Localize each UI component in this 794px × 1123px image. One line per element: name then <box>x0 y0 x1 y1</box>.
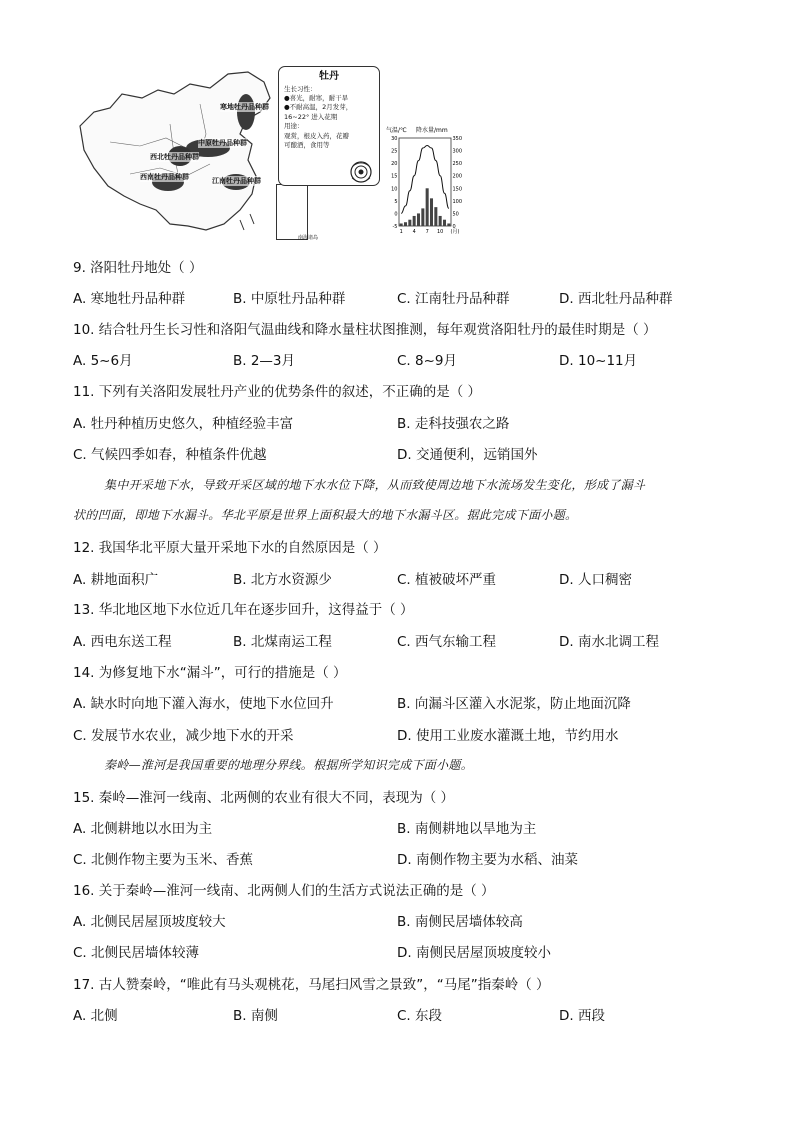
climate-left-tick: 30 <box>391 136 398 142</box>
south-sea-inset-label: 南海诸岛 <box>298 235 319 241</box>
climate-left-tick: 10 <box>391 186 398 193</box>
q17-option-c[interactable]: C. 东段 <box>397 1008 443 1024</box>
info-habit-2: ●不耐高温，2月发芽， <box>284 103 353 112</box>
precipitation-bar <box>447 223 450 226</box>
climate-left-tick: 15 <box>391 173 398 180</box>
q12-option-b[interactable]: B. 北方水资源少 <box>233 572 332 588</box>
q13-stem: 13. 华北地区地下水位近几年在逐步回升，这得益于（ ） <box>73 602 414 618</box>
precipitation-bar <box>400 223 403 226</box>
q13-option-d[interactable]: D. 南水北调工程 <box>559 634 659 650</box>
climate-right-tick: 50 <box>452 211 459 218</box>
precipitation-bar <box>421 208 424 226</box>
precipitation-bar <box>408 220 411 226</box>
passage-2: 秦岭—淮河是我国重要的地理分界线。根据所学知识完成下面小题。 <box>104 758 474 772</box>
info-use-2: 可酿酒，食用等 <box>284 141 330 150</box>
q17-stem: 17. 古人赞秦岭，“唯此有马头观桃花，马尾扫风雪之景致”，“马尾”指秦岭（ ） <box>73 977 550 993</box>
passage-1-line-2: 状的凹面，即地下水漏斗。华北平原是世界上面积最大的地下水漏斗区。据此完成下面小题。 <box>73 508 578 522</box>
q14-option-a[interactable]: A. 缺水时向地下灌入海水，使地下水位回升 <box>73 696 334 712</box>
q15-option-c[interactable]: C. 北侧作物主要为玉米、香蕉 <box>73 852 254 868</box>
q10-option-c[interactable]: C. 8~9月 <box>397 353 457 369</box>
climate-x-tick: 1 <box>399 229 403 235</box>
q16-option-a[interactable]: A. 北侧民居屋顶坡度较大 <box>73 914 226 930</box>
climate-x-tick: (月) <box>450 229 460 235</box>
q11-option-a[interactable]: A. 牡丹种植历史悠久，种植经验丰富 <box>73 416 294 432</box>
q12-option-d[interactable]: D. 人口稠密 <box>559 572 632 588</box>
q14-stem: 14. 为修复地下水“漏斗”，可行的措施是（ ） <box>73 665 347 681</box>
climate-left-tick: 25 <box>391 148 398 155</box>
map-label-central: 中原牡丹品种群 <box>198 139 247 147</box>
q14-option-d[interactable]: D. 使用工业废水灌溉土地，节约用水 <box>397 728 619 744</box>
passage-1-line-1: 集中开采地下水，导致开采区域的地下水水位下降，从而致使周边地下水流场发生变化，形成了漏斗 <box>104 478 646 492</box>
precipitation-bar <box>404 222 407 226</box>
climate-chart <box>386 126 468 240</box>
climate-left-tick: -5 <box>392 224 398 230</box>
climate-right-tick: 250 <box>452 161 463 168</box>
q17-option-d[interactable]: D. 西段 <box>559 1008 605 1024</box>
q16-option-b[interactable]: B. 南侧民居墙体较高 <box>397 914 523 930</box>
q17-option-b[interactable]: B. 南侧 <box>233 1008 278 1024</box>
q16-option-d[interactable]: D. 南侧民居屋顶坡度较小 <box>397 945 551 961</box>
q11-option-b[interactable]: B. 走科技强农之路 <box>397 416 510 432</box>
q12-option-a[interactable]: A. 耕地面积广 <box>73 572 159 588</box>
q16-stem: 16. 关于秦岭—淮河一线南、北两侧人们的生活方式说法正确的是（ ） <box>73 883 495 899</box>
q11-stem: 11. 下列有关洛阳发展牡丹产业的优势条件的叙述，不正确的是（ ） <box>73 384 482 400</box>
q9-stem: 9. 洛阳牡丹地处（ ） <box>73 260 203 276</box>
south-sea-inset <box>276 184 308 240</box>
precipitation-bar <box>413 216 416 226</box>
info-use-heading: 用途： <box>284 122 304 131</box>
q12-stem: 12. 我国华北平原大量开采地下水的自然原因是（ ） <box>73 540 387 556</box>
q13-option-a[interactable]: A. 西电东送工程 <box>73 634 172 650</box>
q9-option-d[interactable]: D. 西北牡丹品种群 <box>559 291 673 307</box>
climate-right-tick: 200 <box>452 173 463 180</box>
map-label-jiangnan: 江南牡丹品种群 <box>212 177 261 185</box>
q10-option-b[interactable]: B. 2—3月 <box>233 353 296 369</box>
climate-right-tick: 350 <box>452 136 463 142</box>
cold-peony-region <box>237 94 255 130</box>
q11-option-c[interactable]: C. 气候四季如春，种植条件优越 <box>73 447 267 463</box>
q10-option-d[interactable]: D. 10~11月 <box>559 353 638 369</box>
q15-option-a[interactable]: A. 北侧耕地以水田为主 <box>73 821 213 837</box>
map-label-southwest: 西南牡丹品种群 <box>140 173 189 181</box>
q9-option-c[interactable]: C. 江南牡丹品种群 <box>397 291 510 307</box>
precipitation-bar <box>439 216 442 226</box>
info-habit-heading: 生长习性： <box>284 84 317 93</box>
peony-flower-icon <box>348 160 374 184</box>
q14-option-c[interactable]: C. 发展节水农业，减少地下水的开采 <box>73 728 294 744</box>
map-label-northwest: 西北牡丹品种群 <box>150 153 199 161</box>
climate-x-tick: 7 <box>425 229 429 235</box>
q9-option-b[interactable]: B. 中原牡丹品种群 <box>233 291 346 307</box>
climate-left-tick: 0 <box>394 211 398 218</box>
q15-option-d[interactable]: D. 南侧作物主要为水稻、油菜 <box>397 852 578 868</box>
precipitation-bar <box>430 198 433 226</box>
info-habit-3: 16~22° 进入花期 <box>284 112 338 121</box>
info-habit-1: ●喜光，耐寒，耐干旱 <box>284 93 349 102</box>
climate-right-tick: 100 <box>452 198 463 205</box>
precipitation-bar <box>443 220 446 226</box>
climate-x-tick: 4 <box>412 229 416 235</box>
precipitation-bar <box>426 188 429 226</box>
climate-right-tick: 0 <box>452 224 456 230</box>
temperature-curve <box>401 146 449 214</box>
q15-stem: 15. 秦岭—淮河一线南、北两侧的农业有很大不同，表现为（ ） <box>73 790 455 806</box>
q17-option-a[interactable]: A. 北侧 <box>73 1008 118 1024</box>
precipitation-bar <box>434 207 437 226</box>
figure-peony <box>70 64 462 242</box>
q13-option-b[interactable]: B. 北煤南运工程 <box>233 634 332 650</box>
climate-right-axis-label: 降水量/mm <box>416 127 448 134</box>
climate-plot-frame <box>399 138 451 226</box>
q14-option-b[interactable]: B. 向漏斗区灌入水泥浆，防止地面沉降 <box>397 696 631 712</box>
climate-x-tick: 10 <box>436 229 444 235</box>
q16-option-c[interactable]: C. 北侧民居墙体较薄 <box>73 945 200 961</box>
climate-left-tick: 5 <box>394 198 398 205</box>
q15-option-b[interactable]: B. 南侧耕地以旱地为主 <box>397 821 537 837</box>
climate-left-tick: 20 <box>391 161 398 168</box>
map-label-cold: 寒地牡丹品种群 <box>220 103 269 111</box>
q9-option-a[interactable]: A. 寒地牡丹品种群 <box>73 291 186 307</box>
climate-right-tick: 300 <box>452 148 463 155</box>
precipitation-bar <box>417 213 420 226</box>
q10-stem: 10. 结合牡丹生长习性和洛阳气温曲线和降水量柱状图推测，每年观赏洛阳牡丹的最佳时期是（ ） <box>73 322 657 338</box>
q13-option-c[interactable]: C. 西气东输工程 <box>397 634 497 650</box>
q11-option-d[interactable]: D. 交通便利，远销国外 <box>397 447 538 463</box>
climate-right-tick: 150 <box>452 186 463 193</box>
q12-option-c[interactable]: C. 植被破坏严重 <box>397 572 497 588</box>
q10-option-a[interactable]: A. 5~6月 <box>73 353 133 369</box>
info-card-title: 牡丹 <box>319 71 339 82</box>
climate-left-axis-label: 气温/℃ <box>386 127 407 134</box>
info-use-1: 观赏，根皮入药，花瓣 <box>284 131 349 140</box>
